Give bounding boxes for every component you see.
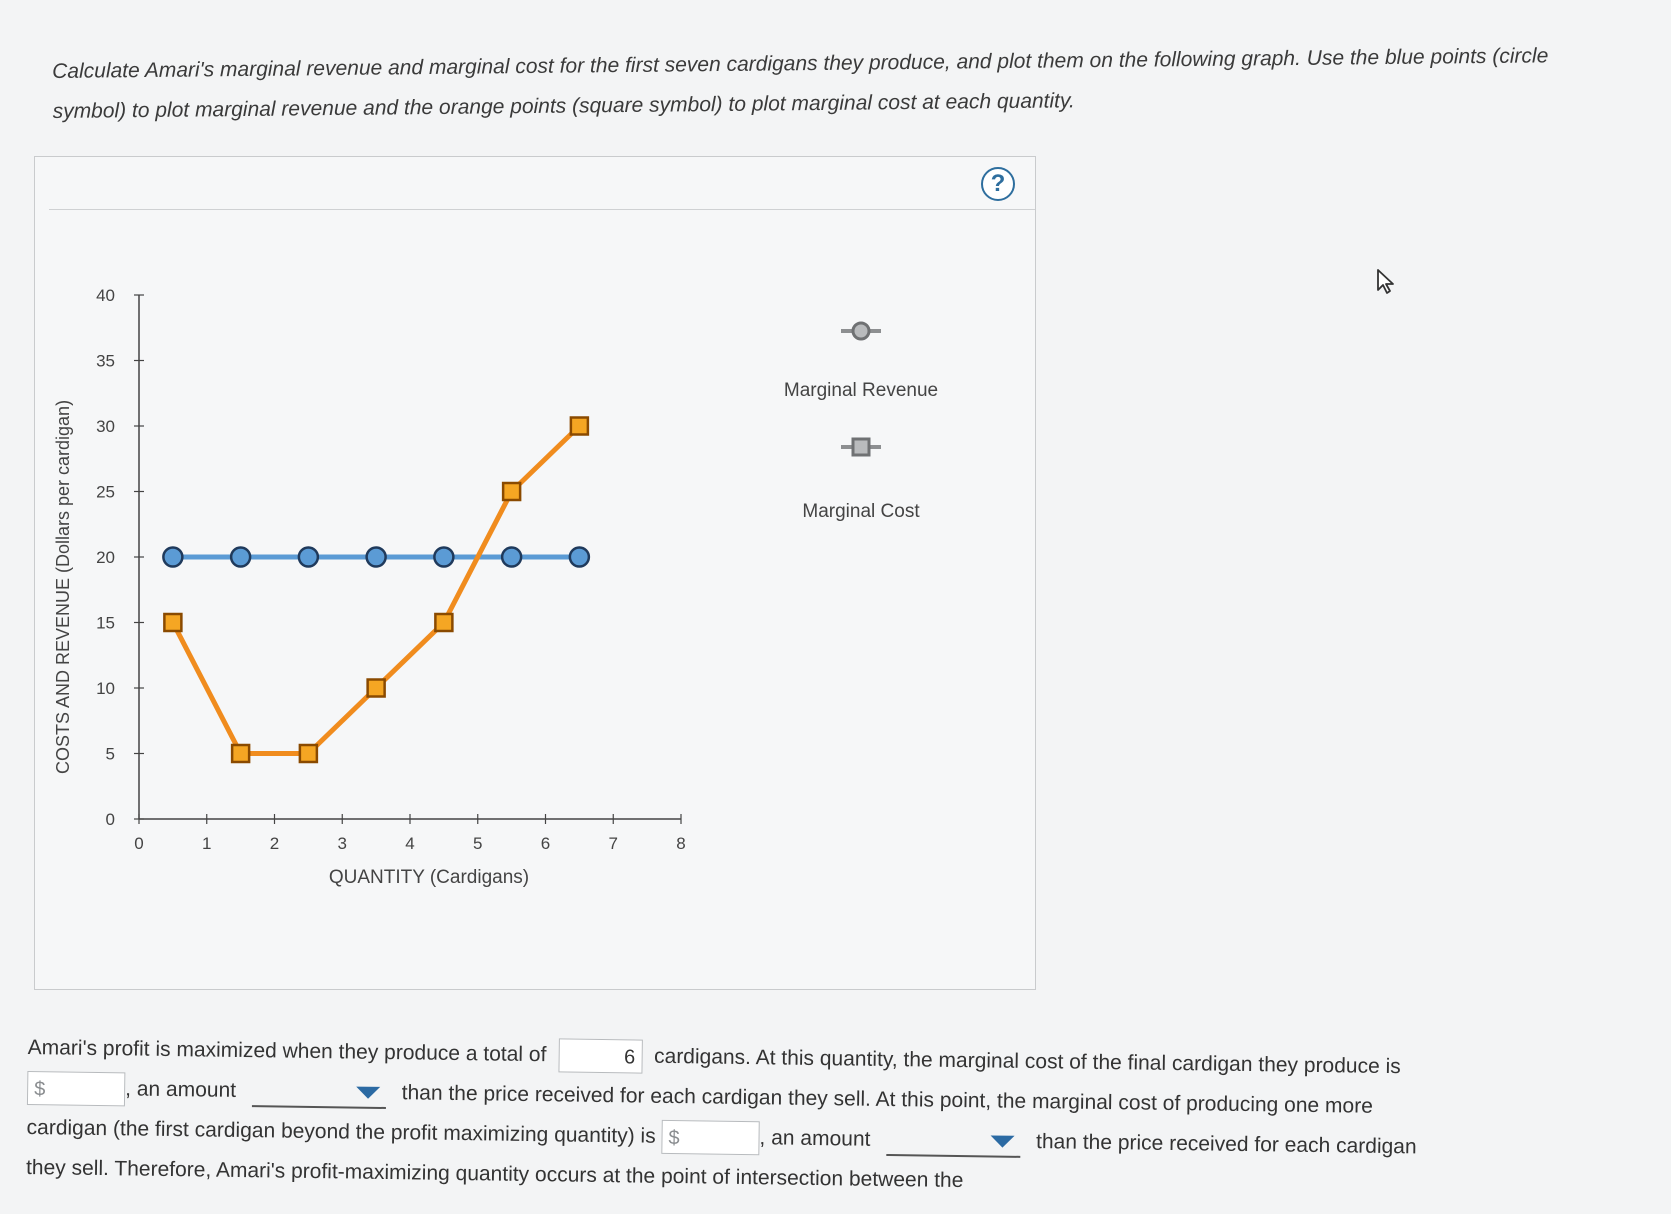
mc-point[interactable]: [435, 614, 452, 631]
answer-text: , an amount: [124, 1077, 237, 1102]
mr-point[interactable]: [231, 548, 250, 567]
answer-text: cardigan (the first cardigan beyond the profit maximizing quantity) is: [26, 1115, 656, 1148]
mc-next-input[interactable]: $: [661, 1120, 759, 1155]
x-tick-label: 3: [337, 834, 347, 853]
y-tick-label: 30: [96, 417, 115, 436]
answer-section: [26, 1028, 1628, 1210]
help-button[interactable]: ?: [981, 167, 1015, 201]
y-tick-label: 0: [105, 810, 115, 829]
y-tick-label: 5: [105, 744, 115, 764]
legend-mr-circle-icon: [853, 323, 869, 339]
answer-text: than the price received for each cardigan they sell. At this point, the marginal cost of producing one more: [401, 1081, 1374, 1118]
answer-text: they sell. Therefore, Amari's profit-maximizing quantity occurs at the point of intersection between the: [25, 1155, 964, 1193]
mc-final-input[interactable]: $: [27, 1071, 125, 1106]
y-tick-label: 35: [96, 351, 115, 371]
mc-point[interactable]: [300, 745, 317, 762]
mr-point[interactable]: [367, 548, 386, 567]
x-tick-label: 0: [134, 834, 144, 853]
x-tick-label: 5: [473, 834, 483, 853]
mouse-cursor-icon: [1376, 268, 1398, 296]
y-tick-label: 20: [96, 548, 115, 567]
legend-mr-tool[interactable]: [841, 323, 881, 339]
x-tick-label: 8: [676, 834, 686, 853]
y-tick-label: 10: [96, 679, 115, 698]
mr-point[interactable]: [570, 548, 589, 567]
question-text: Calculate Amari's marginal revenue and marginal cost for the first seven cardigans they produce, and plot them on the following graph. Use the blue points (circle symbol) to plot marginal revenue and the orange points (square symbol) to plot marginal cost at each quantity.: [52, 44, 1549, 123]
dropdown-caret-icon: [990, 1136, 1014, 1148]
legend-mc-tool[interactable]: [841, 439, 881, 455]
y-tick-label: 40: [96, 286, 115, 305]
mc-point[interactable]: [164, 614, 181, 631]
answer-text: , an amount: [759, 1126, 871, 1151]
mr-point[interactable]: [299, 548, 318, 567]
mc-series-line: [173, 426, 580, 754]
mr-point[interactable]: [434, 548, 453, 567]
x-tick-label: 6: [540, 834, 551, 853]
mc-point[interactable]: [571, 418, 588, 435]
mr-point[interactable]: [502, 548, 521, 567]
comparison-dropdown-1[interactable]: [252, 1076, 386, 1110]
mr-point[interactable]: [163, 548, 182, 567]
comparison-dropdown-2[interactable]: [886, 1124, 1020, 1158]
legend-mc-square-icon: [853, 439, 869, 455]
x-tick-label: 2: [269, 834, 280, 853]
x-axis-label: QUANTITY (Cardigans): [328, 867, 530, 888]
dropdown-caret-icon: [356, 1087, 380, 1099]
legend-mc-label: Marginal Cost: [802, 501, 920, 522]
y-tick-label: 25: [96, 482, 115, 502]
x-tick-label: 7: [608, 834, 618, 853]
answer-text: than the price received for each cardigan: [1035, 1130, 1417, 1159]
mc-point[interactable]: [503, 483, 520, 500]
x-tick-label: 4: [405, 834, 415, 853]
mc-point[interactable]: [232, 745, 249, 762]
quantity-input[interactable]: 6: [558, 1039, 642, 1074]
graph-panel: [34, 156, 1036, 990]
y-axis-label: COSTS AND REVENUE (Dollars per cardigan): [53, 399, 73, 775]
chart[interactable]: [35, 157, 1035, 989]
answer-text: Amari's profit is maximized when they produce a total of: [27, 1035, 547, 1067]
answer-text: cardigans. At this quantity, the marginal cost of the final cardigan they produce is: [653, 1044, 1401, 1079]
legend-mr-label: Marginal Revenue: [783, 380, 939, 401]
mc-point[interactable]: [368, 680, 385, 697]
y-tick-label: 15: [96, 613, 115, 633]
x-tick-label: 1: [202, 834, 212, 853]
